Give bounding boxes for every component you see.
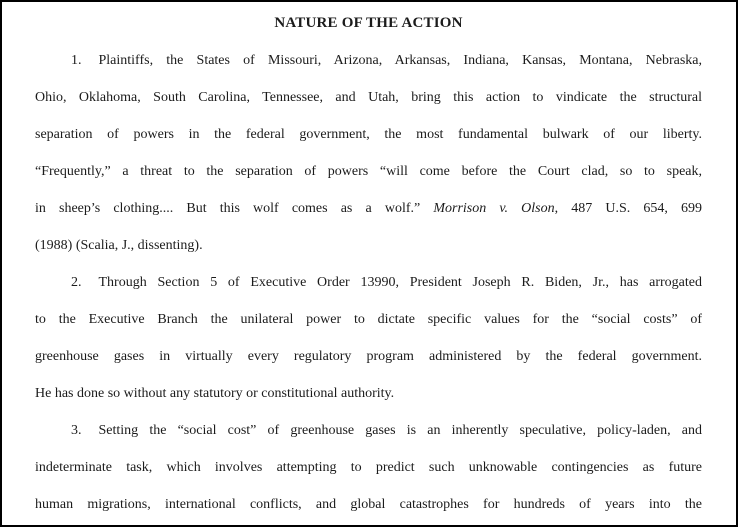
text-segment: greenhouse gases in virtually every regulatory program administered by the federal government.: [35, 349, 702, 364]
first-line-indent: [35, 63, 71, 64]
text-segment: “Frequently,” a threat to the separation of powers “will come before the Court clad, so to speak,: [35, 164, 702, 179]
text-segment: in sheep’s clothing.... But this wolf comes as a wolf.”: [35, 201, 434, 216]
number-gap: [82, 63, 99, 64]
text-line: [35, 301, 702, 338]
text-line: [35, 375, 702, 412]
number-gap: [82, 285, 99, 286]
text-segment: Plaintiffs, the States of Missouri, Arizona, Arkansas, Indiana, Kansas, Montana, Nebraska,: [98, 53, 702, 68]
text-line: [35, 449, 702, 486]
text-line: [35, 412, 702, 449]
text-line: [35, 264, 702, 301]
text-segment: (1988) (Scalia, J., dissenting).: [35, 238, 203, 253]
text-segment: indeterminate task, which involves attempting to predict such unknowable contingencies as future: [35, 460, 702, 475]
paragraph-number: 3.: [71, 423, 82, 438]
document-body: [35, 42, 702, 523]
text-line: [35, 116, 702, 153]
paragraph-number: 1.: [71, 53, 82, 68]
text-segment: human migrations, international conflicts, and global catastrophes for hundreds of years into the: [35, 497, 702, 512]
first-line-indent: [35, 285, 71, 286]
section-heading: NATURE OF THE ACTION: [274, 15, 463, 31]
case-citation-italic: Morrison v. Olson: [433, 201, 555, 216]
text-segment: to the Executive Branch the unilateral power to dictate specific values for the “social costs” of: [35, 312, 702, 327]
text-line: [35, 153, 702, 190]
text-segment: Setting the “social cost” of greenhouse gases is an inherently speculative, policy-laden, and: [98, 423, 702, 438]
text-line: [35, 190, 702, 227]
text-segment: Through Section 5 of Executive Order 13990, President Joseph R. Biden, Jr., has arrogated: [98, 275, 702, 290]
text-line: [35, 227, 702, 264]
paragraph-number: 2.: [71, 275, 82, 290]
number-gap: [82, 433, 99, 434]
text-segment: He has done so without any statutory or constitutional authority.: [35, 386, 395, 401]
text-line: [35, 338, 702, 375]
paragraph: [35, 42, 702, 264]
text-segment: Ohio, Oklahoma, South Carolina, Tennessee, and Utah, bring this action to vindicate the structural: [35, 90, 702, 105]
text-segment: separation of powers in the federal government, the most fundamental bulwark of our liberty.: [35, 127, 702, 142]
text-segment: , 487 U.S. 654, 699: [554, 201, 702, 216]
text-line: [35, 486, 702, 523]
first-line-indent: [35, 433, 71, 434]
paragraph: [35, 264, 702, 412]
text-line: [35, 79, 702, 116]
text-line: [35, 42, 702, 79]
paragraph: [35, 412, 702, 523]
document-content: [2, 2, 736, 523]
